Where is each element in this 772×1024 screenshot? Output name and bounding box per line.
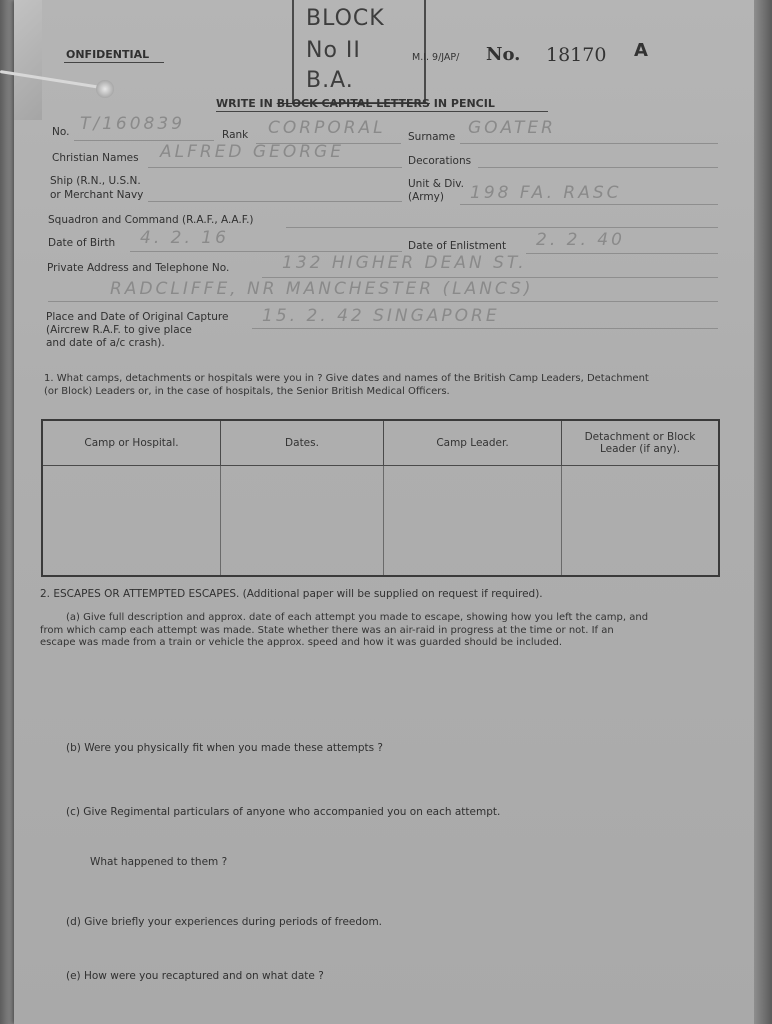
camps-table bbox=[41, 419, 720, 577]
question-2e: (e) How were you recaptured and on what date ? bbox=[66, 970, 324, 982]
form-number: 18170 bbox=[546, 44, 607, 66]
question-2a bbox=[40, 612, 730, 650]
rank-value: CORPORAL bbox=[268, 118, 386, 138]
address-label: Private Address and Telephone No. bbox=[47, 262, 230, 274]
stamp-line-1: BLOCK bbox=[306, 6, 385, 31]
form-suffix: A bbox=[634, 40, 648, 61]
question-2a-line-3: escape was made from a train or vehicle the approx. speed and how it was guarded should be included. bbox=[40, 637, 563, 648]
ship-label-1: Ship (R.N., U.S.N. bbox=[50, 175, 141, 187]
stamp-line-3: B.A. bbox=[306, 68, 354, 93]
address-line-1: 132 HIGHER DEAN ST. bbox=[282, 253, 527, 273]
enlistment-label: Date of Enlistment bbox=[408, 240, 507, 252]
table-cell[interactable] bbox=[42, 466, 221, 577]
capture-label-2: (Aircrew R.A.F. to give place bbox=[46, 324, 192, 336]
decorations-label: Decorations bbox=[408, 155, 472, 167]
capture-value: 15. 2. 42 SINGAPORE bbox=[262, 306, 500, 326]
unit-label-2: (Army) bbox=[408, 191, 444, 203]
unit-label-1: Unit & Div. bbox=[408, 178, 464, 190]
question-2d: (d) Give briefly your experiences during periods of freedom. bbox=[66, 916, 383, 928]
header-camp-or-hospital: Camp or Hospital. bbox=[42, 420, 221, 466]
table-cell[interactable] bbox=[221, 466, 384, 577]
page-fold bbox=[14, 0, 42, 120]
instruction-underline bbox=[216, 111, 548, 112]
dob-value: 4. 2. 16 bbox=[140, 228, 229, 248]
block-stamp bbox=[292, 0, 426, 104]
stamp-line-2: No II bbox=[306, 38, 361, 63]
header-detachment-leader: Detachment or Block Leader (if any). bbox=[562, 420, 720, 466]
table-row bbox=[42, 466, 719, 577]
table-header-row bbox=[42, 420, 719, 466]
squadron-label: Squadron and Command (R.A.F., A.A.F.) bbox=[48, 214, 254, 226]
question-2-title: 2. ESCAPES OR ATTEMPTED ESCAPES. (Additional paper will be supplied on request if required). bbox=[40, 588, 543, 600]
question-2a-line-1: (a) Give full description and approx. date of each attempt you made to escape, showing how you left the camp, and bbox=[66, 612, 649, 623]
page-edge bbox=[754, 0, 772, 1024]
header-dates: Dates. bbox=[221, 420, 384, 466]
dob-label: Date of Birth bbox=[48, 237, 116, 249]
instruction-suffix: IN PENCIL bbox=[433, 97, 495, 110]
table-cell[interactable] bbox=[384, 466, 562, 577]
confidential-underline bbox=[64, 62, 164, 63]
string-knot-icon bbox=[96, 80, 114, 98]
form-ref: M.I. 9/JAP/ bbox=[412, 52, 460, 63]
confidential-label: ONFIDENTIAL bbox=[66, 48, 150, 61]
ship-label-2: or Merchant Navy bbox=[50, 189, 144, 201]
no-value: T/160839 bbox=[80, 114, 186, 134]
question-1-line-2: (or Block) Leaders or, in the case of hospitals, the Senior British Medical Officers. bbox=[44, 385, 450, 397]
table-cell[interactable] bbox=[562, 466, 720, 577]
enlistment-value: 2. 2. 40 bbox=[536, 230, 625, 250]
instruction-prefix: WRITE IN bbox=[216, 97, 273, 110]
question-1-line-1: 1. What camps, detachments or hospitals were you in ? Give dates and names of the British Camp Leaders, Detachment bbox=[44, 373, 649, 384]
christian-names-value: ALFRED GEORGE bbox=[160, 142, 344, 162]
christian-names-label: Christian Names bbox=[52, 152, 139, 164]
question-2c-sub: What happened to them ? bbox=[90, 856, 228, 868]
capture-label-3: and date of a/c crash). bbox=[46, 337, 165, 349]
question-2b: (b) Were you physically fit when you made these attempts ? bbox=[66, 742, 383, 754]
header-camp-leader: Camp Leader. bbox=[384, 420, 562, 466]
number-label: No. bbox=[486, 44, 521, 65]
no-label: No. bbox=[52, 126, 70, 138]
address-line-2: RADCLIFFE, NR MANCHESTER (LANCS) bbox=[110, 279, 534, 299]
instruction-struck: BLOCK CAPITAL LETTERS bbox=[276, 97, 430, 110]
question-2c: (c) Give Regimental particulars of anyone who accompanied you on each attempt. bbox=[66, 806, 501, 818]
surname-value: GOATER bbox=[468, 118, 556, 138]
rank-label: Rank bbox=[222, 129, 249, 141]
question-1 bbox=[44, 373, 734, 398]
instruction bbox=[216, 97, 495, 110]
unit-value: 198 FA. RASC bbox=[470, 183, 622, 203]
question-2a-line-2: from which camp each attempt was made. State whether there was an air-raid in progress at the time or not. If an bbox=[40, 624, 614, 636]
capture-label-1: Place and Date of Original Capture bbox=[46, 311, 229, 323]
surname-label: Surname bbox=[408, 131, 456, 143]
